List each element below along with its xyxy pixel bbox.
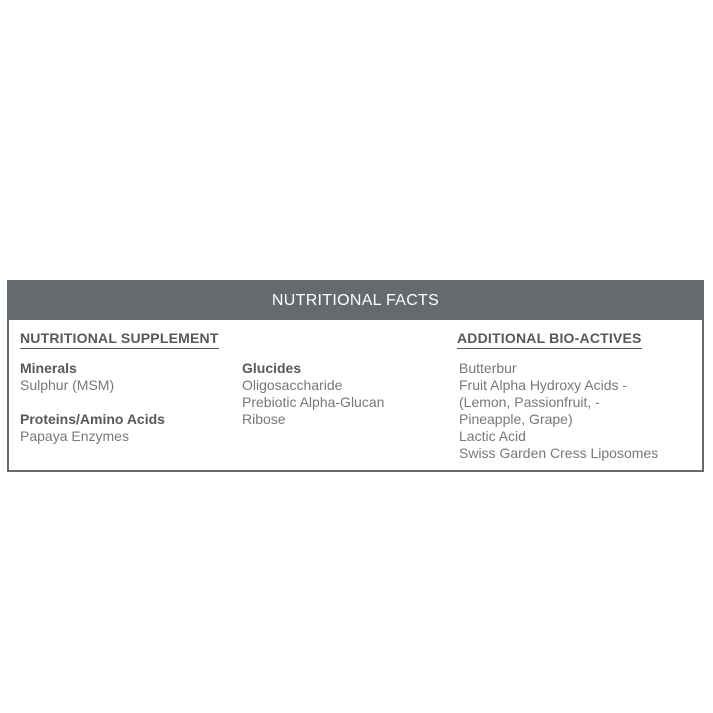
nutritional-facts-panel <box>7 280 704 472</box>
list-item: Swiss Garden Cress Liposomes <box>459 445 659 461</box>
panel-title: NUTRITIONAL FACTS <box>271 292 440 309</box>
supplement-heading: NUTRITIONAL SUPPLEMENT <box>20 330 219 349</box>
list-item: Sulphur (MSM) <box>20 377 115 393</box>
list-item: Ribose <box>242 411 286 427</box>
list-item: Prebiotic Alpha-Glucan <box>242 394 385 410</box>
panel-header <box>9 282 702 320</box>
list-item: Papaya Enzymes <box>20 428 129 444</box>
supplement-column-right <box>242 360 384 428</box>
list-item: Pineapple, Grape) <box>459 411 573 427</box>
list-item: Fruit Alpha Hydroxy Acids - <box>459 377 628 393</box>
list-item: Lactic Acid <box>459 428 526 444</box>
group-title-minerals: Minerals <box>20 360 77 376</box>
group-title-glucides: Glucides <box>242 360 302 376</box>
list-item: Oligosaccharide <box>242 377 343 393</box>
bioactives-column <box>459 360 658 462</box>
bioactives-heading: ADDITIONAL BIO-ACTIVES <box>457 330 642 349</box>
list-item: Butterbur <box>459 360 517 376</box>
list-item: (Lemon, Passionfruit, - <box>459 394 600 410</box>
group-title-proteins: Proteins/Amino Acids <box>20 411 165 427</box>
supplement-column-left <box>20 360 165 445</box>
